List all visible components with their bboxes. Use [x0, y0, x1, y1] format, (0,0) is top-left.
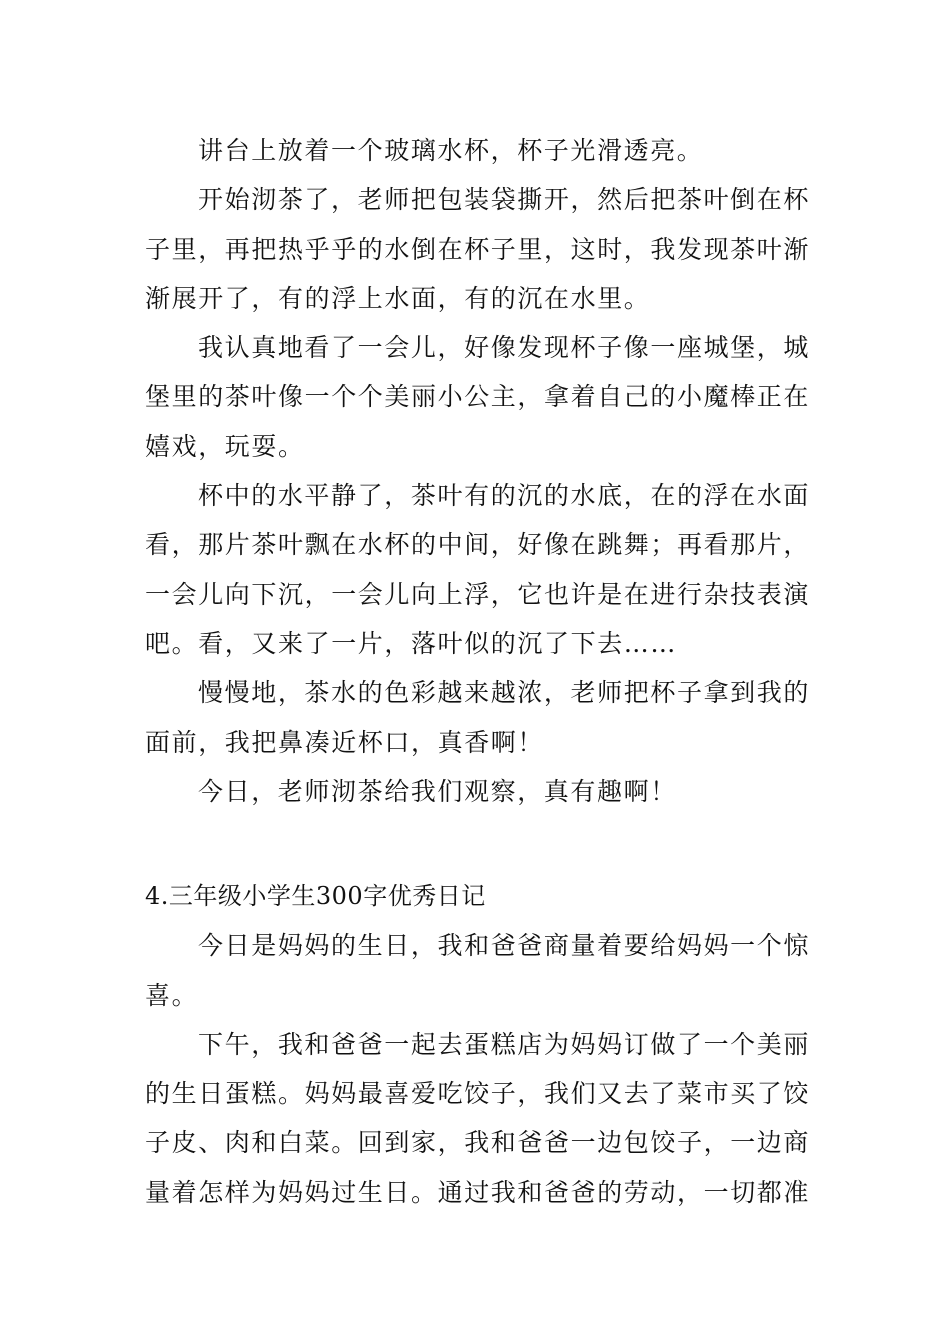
- paragraph: 今日是妈妈的生日，我和爸爸商量着要给妈妈一个惊喜。: [145, 931, 810, 1010]
- paragraph: 下午，我和爸爸一起去蛋糕店为妈妈订做了一个美丽的生日蛋糕。妈妈最喜爱吃饺子，我们又去了菜市买了饺子皮、肉和白菜。回到家，我和爸爸一边包饺子，一边商量着怎样为妈妈过生日。通过我和爸爸的劳动，一切都准: [145, 1029, 811, 1207]
- paragraph: 讲台上放着一个玻璃水杯，杯子光滑透亮。: [198, 136, 704, 165]
- diary-entry-birthday: [145, 872, 810, 1217]
- paragraph: 今日，老师沏茶给我们观察，真有趣啊！: [198, 776, 677, 806]
- paragraph: 慢慢地，茶水的色彩越来越浓，老师把杯子拿到我的面前，我把鼻凑近杯口，真香啊！: [145, 678, 810, 757]
- paragraph: 杯中的水平静了，茶叶有的沉的水底，在的浮在水面看，那片茶叶飘在水杯的中间，好像在跳舞；再看那片，一会儿向下沉，一会儿向上浮，它也许是在进行杂技表演吧。看，又来了一片，落叶似的沉了下去……: [145, 481, 811, 658]
- diary-entry-tea: [145, 126, 810, 816]
- paragraph: 开始沏茶了，老师把包装袋撕开，然后把茶叶倒在杯子里，再把热乎乎的水倒在杯子里，这时，我发现茶叶渐渐展开了，有的浮上水面，有的沉在水里。: [145, 185, 811, 313]
- paragraph: 我认真地看了一会儿，好像发现杯子像一座城堡，城堡里的茶叶像一个个美丽小公主，拿着自己的小魔棒正在嬉戏，玩耍。: [145, 333, 811, 461]
- section-heading: 4.三年级小学生300字优秀日记: [145, 882, 486, 910]
